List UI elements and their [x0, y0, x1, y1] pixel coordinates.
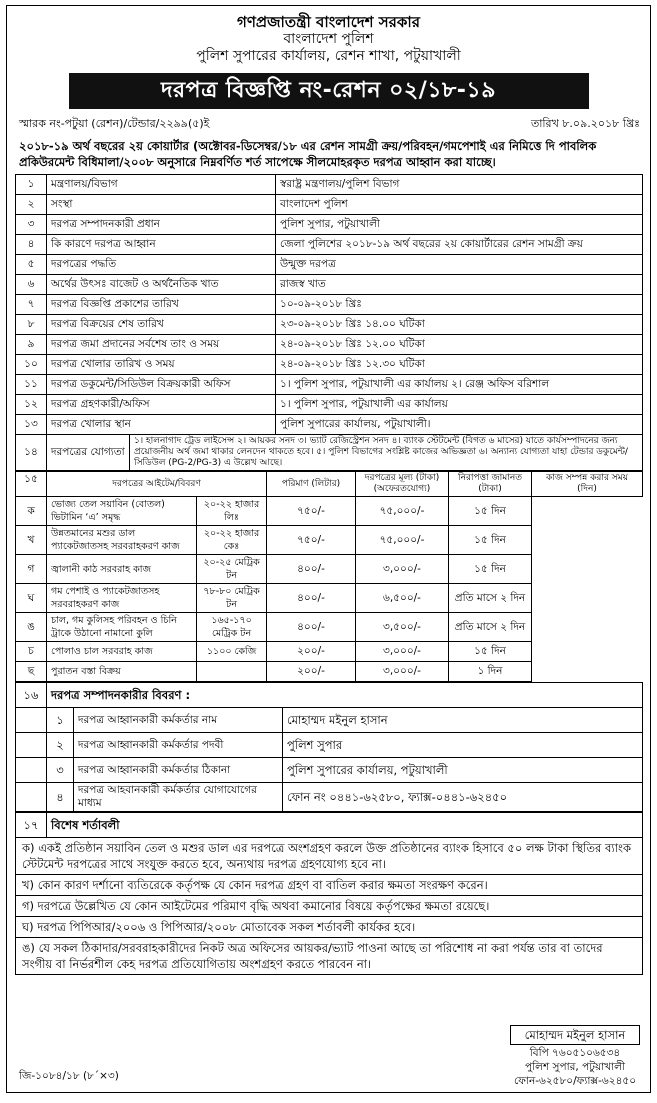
condition-text: খ) কোন কারণ দর্শানো ব্যতিরেকে কর্তৃপক্ষ যে কোন দরপত্র গ্রহণ বা বাতিল করার ক্ষমতা সংরক্ষণ করেন।: [16, 875, 643, 896]
info-row-no: ২: [16, 195, 47, 215]
info-row-value: ২৪-০৯-২০১৮ খ্রিঃ ১২.৩০ ঘটিকা: [276, 355, 643, 375]
info-row-value: স্বরাষ্ট্র মন্ত্রণালয়/পুলিশ বিভাগ: [276, 175, 643, 195]
item-qty: ২০-২২ হাজার লিঃ: [197, 497, 267, 526]
condition-row: [16, 917, 643, 938]
info-row-no: ৭: [16, 295, 47, 315]
header: [7, 14, 650, 65]
eligibility-text: ১। হালনাগাদ ট্রেড লাইসেন্স ২। আয়কর সনদ ৩। ভ্যাট রেজিস্ট্রেশন সনদ ৪। ব্যাংক স্টেটমেন্ট (বিগত ৬ মাসের) যাতে কার্যসম্পাদনের জন্য প্রয়োজনীয় অর্থ জমা থাকার লেনদেন থাকতে হবে। ৫। পুলিশ বিভাগের সংশ্লিষ্ট কাজের অভিজ্ঞতা ৬। অন্যান্য যোগ্যতা যাহা টেন্ডার ডকুমেন্ট/সিডিউল (PG-2/PG-3) এ উল্লেখ আছে।: [130, 435, 643, 471]
officer-row-spacer: [16, 733, 47, 758]
memo-number: স্মারক নং-পটুয়া (রেশন)/টেন্ডার/২২৯৯(৫)ই: [19, 117, 210, 130]
item-letter: ছ: [16, 662, 47, 682]
info-row: [16, 275, 643, 295]
item-row: [16, 497, 643, 526]
item-qty: ১৬৫-১৭০ মেট্রিক টন: [197, 613, 267, 642]
info-row-value: ১। পুলিশ সুপার, পটুয়াখালী এর কার্যালয় ২। রেঞ্জ অফিস বরিশাল: [276, 375, 643, 395]
officer-title: দরপত্র সম্পাদনকারীর বিবরণ :: [47, 683, 643, 708]
signatory-title: পুলিশ সুপার, পটুয়াখালী: [525, 1061, 625, 1073]
info-row: [16, 195, 643, 215]
officer-row-value: পুলিশ সুপারের কার্যালয়, পটুয়াখালী: [283, 758, 643, 783]
info-row-label: দরপত্র গ্রহণকারী/অফিস: [47, 395, 276, 415]
officer-table: [15, 682, 643, 812]
info-row-no: ১২: [16, 395, 47, 415]
item-deposit: ৭৫,০০০/-: [356, 526, 449, 555]
officer-row-label: দরপত্র আহ্বানকারী কর্মকর্তার ঠিকানা: [74, 758, 283, 783]
info-row-no: ৬: [16, 275, 47, 295]
signatory-bp: বিপি ৭৬০৫১০৬৫৩৪: [529, 1047, 621, 1059]
info-row-no: ৮: [16, 315, 47, 335]
officer-row: [16, 733, 643, 758]
condition-row: [16, 875, 643, 896]
item-price: ৪০০/-: [267, 584, 356, 613]
officer-row-value: ফোন নং ০৪৪১-৬২৫৮০, ফ্যাক্স-০৪৪১-৬২৪৫০: [283, 783, 643, 812]
item-desc: উন্নতমানের মশুর ডাল প্যাকেটজাতসহ সরবরাহকরণ কাজ: [47, 526, 197, 555]
info-row-value: বাংলাদেশ পুলিশ: [276, 195, 643, 215]
info-row-value: ১। পুলিশ সুপার, পটুয়াখালী এর কার্যালয়: [276, 395, 643, 415]
officer-row-value: পুলিশ সুপার: [283, 733, 643, 758]
info-row-value: উন্মুক্ত দরপত্র: [276, 255, 643, 275]
item-deposit: ৩,০০০/-: [356, 642, 449, 662]
item-deposit: ৭৫,০০০/-: [356, 497, 449, 526]
item-qty: ২০-২২ হাজার কেঃ: [197, 526, 267, 555]
condition-row: [16, 938, 643, 975]
item-deposit: ৬,৫০০/-: [356, 584, 449, 613]
item-desc: ভোজ্য তেল সয়াবিন (বোতল) ভিটামিন ‘এ’ সমৃদ্ধ: [47, 497, 197, 526]
office-name: পুলিশ সুপারের কার্যালয়, রেশন শাখা, পটুয়াখালী: [196, 48, 461, 64]
info-row-value: পুলিশ সুপারের কার্যালয়, পটুয়াখালী।: [276, 415, 643, 435]
officer-row-spacer: [16, 783, 47, 812]
officer-row-spacer: [16, 758, 47, 783]
officer-row-no: ৪: [47, 783, 74, 812]
item-deposit: ৩,০০০/-: [356, 555, 449, 584]
officer-row-label: দরপত্র আহ্বানকারী কর্মকর্তার নাম: [74, 708, 283, 733]
items-table: [15, 471, 643, 682]
info-row-value: ২৩-০৯-২০১৮ খ্রিঃ ১৪.০০ ঘটিকা: [276, 315, 643, 335]
info-row-label: দরপত্রের পদ্ধতি: [47, 255, 276, 275]
officer-row-label: দরপত্র আহ্বানকারী কর্মকর্তার পদবী: [74, 733, 283, 758]
info-row: [16, 235, 643, 255]
tender-info-table: [15, 174, 643, 435]
item-deposit: ৩,০০০/-: [356, 662, 449, 682]
officer-row-no: ১: [47, 708, 74, 733]
info-row-label: দরপত্র বিক্রয়ের শেষ তারিখ: [47, 315, 276, 335]
info-row: [16, 395, 643, 415]
department-name: বাংলাদেশ পুলিশ: [283, 31, 374, 47]
info-row-label: দরপত্র ডকুমেন্ট/সিডিউল বিক্রয়কারী অফিস: [47, 375, 276, 395]
item-letter: খ: [16, 526, 47, 555]
item-row: [16, 584, 643, 613]
item-price: ৭৫০/-: [267, 526, 356, 555]
info-row-label: দরপত্র খোলার স্থান: [47, 415, 276, 435]
condition-text: ক) একই প্রতিষ্ঠান সয়াবিন তেল ও মশুর ডাল এর দরপত্রে অংশগ্রহণ করলে উক্ত প্রতিষ্ঠানের ব্যাংক হিসাবে ৫০ লক্ষ টাকা স্থিতির ব্যাংক স্টেটমেন্ট দরপত্রের সাথে সংযুক্ত করতে হবে, অন্যথায় দরপত্র গ্রহণযোগ্য হবে না।: [16, 838, 643, 875]
items-header-time: কাজ সম্পন্ন করার সময় (দিন): [532, 472, 643, 497]
item-row: [16, 526, 643, 555]
officer-no: ১৬: [16, 683, 47, 708]
info-row-label: অর্থের উৎসঃ বাজেট ও অর্থনৈতিক খাত: [47, 275, 276, 295]
signatory-contact: ফোন-৬২৫৮০/ফ্যাক্স-৬২৪৫০: [513, 1075, 637, 1087]
item-row: [16, 642, 643, 662]
eligibility-label: দরপত্রের যোগ্যতা: [47, 435, 130, 471]
info-row-no: ৫: [16, 255, 47, 275]
item-letter: চ: [16, 642, 47, 662]
item-qty: [197, 662, 267, 682]
items-header-price: দরপত্রের মূল্য (টাকা) (অফেরতযোগ্য): [356, 472, 449, 497]
eligibility-no: ১৪: [16, 435, 47, 471]
conditions-title: বিশেষ শর্তাবলী: [47, 813, 643, 838]
info-row: [16, 255, 643, 275]
tender-notice: [6, 5, 651, 1093]
info-row-no: ১৩: [16, 415, 47, 435]
item-time: ১৫ দিন: [449, 526, 532, 555]
items-no: ১৫: [16, 472, 47, 497]
item-desc: পুরাতন বস্তা বিক্রয়: [47, 662, 197, 682]
item-letter: ঙ: [16, 613, 47, 642]
item-row: [16, 555, 643, 584]
info-row-no: ১০: [16, 355, 47, 375]
item-price: ২০০/-: [267, 642, 356, 662]
item-time: ১৫ দিন: [449, 555, 532, 584]
job-code: জি-১০৮৪/১৮ (৮´×৩): [19, 1070, 119, 1082]
officer-row: [16, 758, 643, 783]
item-price: ৭৫০/-: [267, 497, 356, 526]
item-qty: ১১০০ কেজি: [197, 642, 267, 662]
info-row-no: ৪: [16, 235, 47, 255]
item-deposit: ৩,৫০০/-: [356, 613, 449, 642]
info-row-label: কি কারণে দরপত্র আহ্বান: [47, 235, 276, 255]
officer-row: [16, 783, 643, 812]
info-row-value: ১০-০৯-২০১৮ খ্রিঃ: [276, 295, 643, 315]
intro-paragraph: ২০১৮-১৯ অর্থ বছরের ২য় কোয়ার্টার (অক্টোবর-ডিসেম্বর/১৮ এর রেশন সামগ্রী ক্রয়/পরিবহন/গমপেশাই এর নিমিত্তে দি পাবলিক প্রকিউরমেন্ট বিধিমালা/২০০৮ অনুসারে নিম্নবর্ণিত শর্ত সাপেক্ষে সীলমোহরকৃত দরপত্র আহ্বান করা যাচ্ছে।: [19, 139, 597, 169]
item-price: ২০০/-: [267, 662, 356, 682]
condition-text: ঘ) দরপত্র পিপিআর/২০০৬ ও পিপিআর/২০০৮ মোতাবেক সকল শর্তাবলী কার্যকর হবে।: [16, 917, 643, 938]
info-row-no: ৯: [16, 335, 47, 355]
government-name: গণপ্রজাতন্ত্রী বাংলাদেশ সরকার: [237, 13, 420, 31]
info-row-no: ৩: [16, 215, 47, 235]
info-row-label: দরপত্র বিজ্ঞপ্তি প্রকাশের তারিখ: [47, 295, 276, 315]
item-time: ১৫ দিন: [449, 497, 532, 526]
item-qty: ২০-২৫ মেট্রিক টন: [197, 555, 267, 584]
officer-row: [16, 708, 643, 733]
item-row: [16, 613, 643, 642]
reference-line: [7, 109, 650, 134]
item-price: ৪০০/-: [267, 555, 356, 584]
notice-date: তারিখ ৮.০৯.২০১৮ খ্রিঃ: [530, 117, 640, 130]
condition-row: [16, 838, 643, 875]
info-row: [16, 315, 643, 335]
info-row: [16, 175, 643, 195]
info-row-no: ১১: [16, 375, 47, 395]
info-row-label: দরপত্র সম্পাদনকারী প্রধান: [47, 215, 276, 235]
info-row: [16, 295, 643, 315]
info-row-value: রাজস্ব খাত: [276, 275, 643, 295]
officer-row-label: দরপত্র আহবানকারী কর্মকর্তার যোগাযোগের মাধ্যম: [74, 783, 283, 812]
info-row: [16, 335, 643, 355]
item-time: ১ দিন: [449, 662, 532, 682]
item-desc: গম পেশাই ও প্যাকেটজাতসহ সরবরাহকরণ কাজ: [47, 584, 197, 613]
item-letter: ঘ: [16, 584, 47, 613]
conditions-no: ১৭: [16, 813, 47, 838]
item-price: ৪০০/-: [267, 613, 356, 642]
signature-block: [510, 1025, 640, 1088]
signatory-name: মোহাম্মদ মইনুল হাসান: [510, 1025, 640, 1045]
condition-text: গ) দরপত্রে উল্লেখিত যে কোন আইটেমের পরিমাণ বৃদ্ধি অথবা কমানোর বিষয়ে কর্তৃপক্ষের ক্ষমতা রয়েছে।: [16, 896, 643, 917]
condition-row: [16, 896, 643, 917]
officer-row-value: মোহাম্মদ মইনুল হাসান: [283, 708, 643, 733]
info-row-label: দরপত্র জমা প্রদানের সর্বশেষ তাং ও সময়: [47, 335, 276, 355]
items-header-deposit: নিরাপত্তা জামানত (টাকা): [449, 472, 532, 497]
info-row-value: জেলা পুলিশের ২০১৮-১৯ অর্থ বছরের ২য় কোয়ার্টারের রেশন সামগ্রী ক্রয়: [276, 235, 643, 255]
info-row: [16, 215, 643, 235]
officer-row-no: ২: [47, 733, 74, 758]
notice-title-banner: দরপত্র বিজ্ঞপ্তি নং-রেশন ০২/১৮-১৯: [69, 73, 589, 109]
info-row-value: ২৪-০৯-২০১৮ খ্রিঃ ১২.০০ ঘটিকা: [276, 335, 643, 355]
info-row-no: ১: [16, 175, 47, 195]
info-row: [16, 375, 643, 395]
item-time: ১৫ দিন: [449, 642, 532, 662]
conditions-table: [15, 812, 643, 975]
info-row-label: মন্ত্রণালয়/বিভাগ: [47, 175, 276, 195]
items-header-qty: পরিমাণ (লিটার): [267, 472, 356, 497]
item-letter: ক: [16, 497, 47, 526]
item-time: প্রতি মাসে ২ দিন: [449, 613, 532, 642]
officer-row-spacer: [16, 708, 47, 733]
item-desc: জ্বালানী কাঠ সরবরাহ কাজ: [47, 555, 197, 584]
info-row-value: পুলিশ সুপার, পটুয়াখালী: [276, 215, 643, 235]
info-row: [16, 355, 643, 375]
info-row-label: সংস্থা: [47, 195, 276, 215]
item-desc: চাল, গম কুলিসহ পরিবহন ও চিনি ট্রাকে উঠানো নামানো কুলি: [47, 613, 197, 642]
info-row: [16, 415, 643, 435]
item-letter: গ: [16, 555, 47, 584]
item-desc: পোলাও চাল সরবরাহ কাজ: [47, 642, 197, 662]
condition-text: ঙ) যে সকল ঠিকাদার/সরবরাহকারীদের নিকট অত্র অফিসের আয়কর/ভ্যাট পাওনা আছে তা পরিশোধ না করা পর্যন্ত তার বা তাদের সংগীয় বা নির্ভরশীল কেহ দরপত্র প্রতিযোগিতায় অংশগ্রহণ করতে পারবেন না।: [16, 938, 643, 975]
item-time: প্রতি মাসে ২ দিন: [449, 584, 532, 613]
officer-row-no: ৩: [47, 758, 74, 783]
item-row: [16, 662, 643, 682]
item-qty: ৭৮-৮০ মেট্রিক টন: [197, 584, 267, 613]
info-row-label: দরপত্র খোলার তারিখ ও সময়: [47, 355, 276, 375]
eligibility-table: [15, 435, 643, 471]
items-header-desc: দরপত্রের আইটেম/বিবরণ: [47, 472, 267, 497]
